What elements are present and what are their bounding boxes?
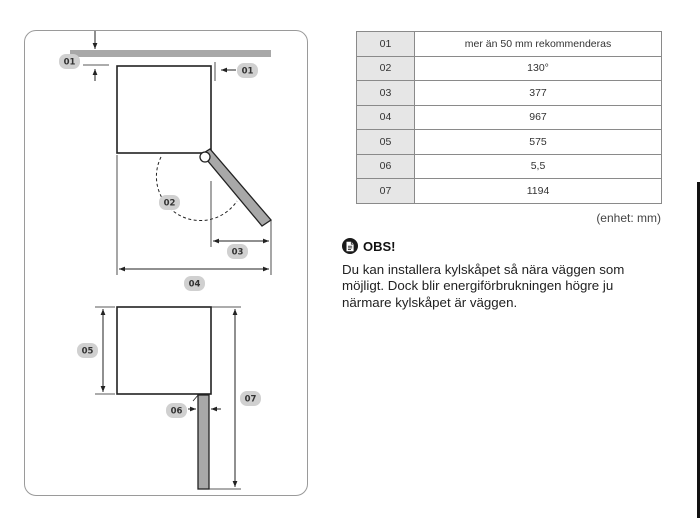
table-row [357,32,662,57]
label-07 [240,391,261,406]
note-heading-text: OBS! [363,238,396,254]
label-02 [159,195,180,210]
svg-text:05: 05 [81,346,94,357]
label-06 [166,403,187,418]
dimension-code: 01 [357,32,415,57]
unit-note: (enhet: mm) [596,211,661,225]
label-03 [227,244,248,259]
dimension-04 [117,155,271,275]
dimension-value: mer än 50 mm rekommenderas [415,32,662,57]
svg-text:04: 04 [188,279,201,290]
table-row [357,179,662,204]
dimension-value: 967 [415,105,662,130]
closed-door-side-view [198,395,209,489]
table-row [357,105,662,130]
dimension-code: 02 [357,56,415,81]
dimension-code: 04 [357,105,415,130]
dimension-01-side [215,62,236,81]
dimension-value: 575 [415,130,662,155]
dimension-value: 5,5 [415,154,662,179]
svg-text:07: 07 [244,394,257,405]
svg-text:03: 03 [231,247,244,258]
dimensions-table [356,31,662,204]
svg-text:06: 06 [170,406,183,417]
label-01-side [237,63,258,78]
installation-diagram [25,31,309,497]
note-document-icon [342,238,358,254]
dimension-value: 377 [415,81,662,106]
label-01-top [59,54,80,69]
note-body: Du kan installera kylskåpet så nära väggen som möjligt. Dock blir energiförbrukningen högre ju närmare kylskåpet är väggen. [342,262,625,310]
dimension-code: 07 [357,179,415,204]
fridge-side-view [117,307,211,394]
table-row [357,56,662,81]
svg-text:01: 01 [241,66,254,77]
dimension-code: 05 [357,130,415,155]
wall [70,50,271,57]
installation-diagram-panel [24,30,308,496]
fridge-top-view [117,66,211,153]
svg-text:02: 02 [163,198,176,209]
label-05 [77,343,98,358]
dimension-07 [209,307,241,489]
dimension-value: 1194 [415,179,662,204]
svg-text:01: 01 [63,57,76,68]
note-heading [342,238,396,254]
table-row [357,81,662,106]
dimension-code: 03 [357,81,415,106]
table-row [357,130,662,155]
label-04 [184,276,205,291]
dimension-code: 06 [357,154,415,179]
table-row [357,154,662,179]
dimension-value: 130° [415,56,662,81]
